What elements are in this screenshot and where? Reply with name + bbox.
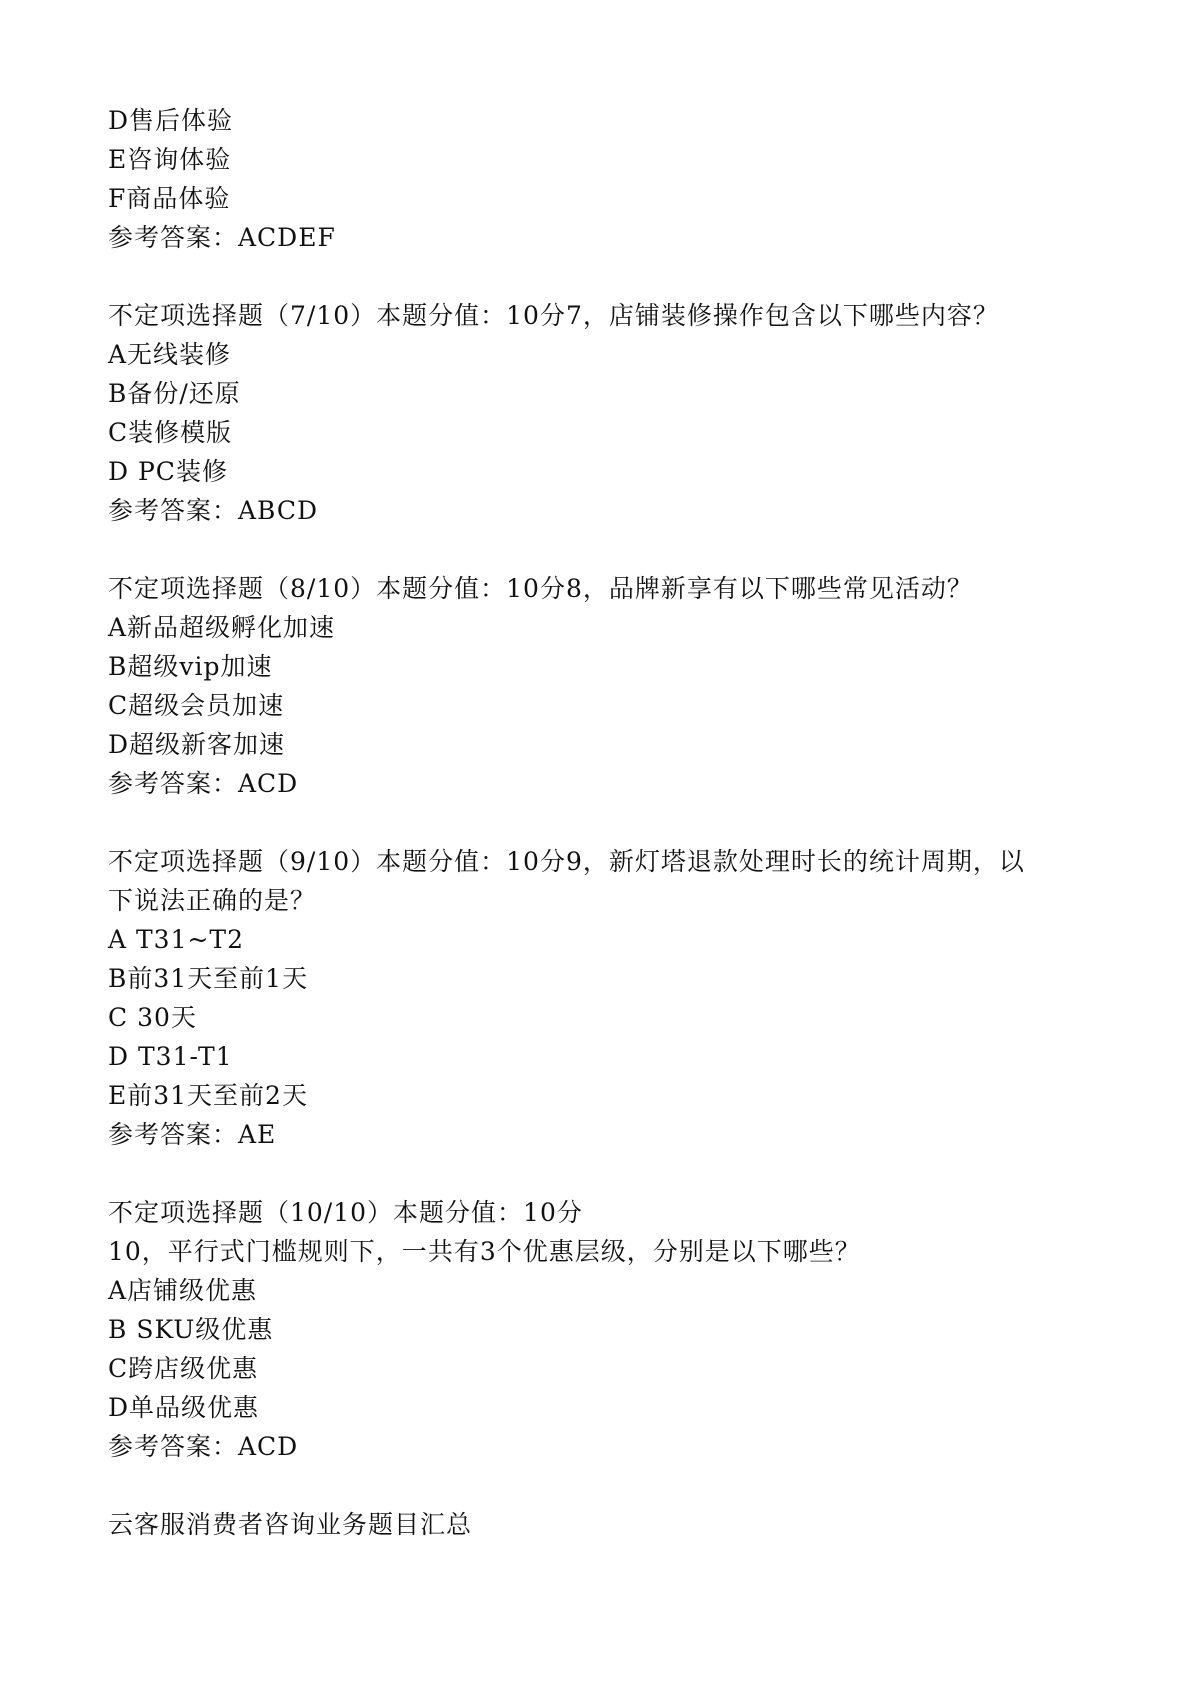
question-header: 不定项选择题（10/10）本题分值：10分 <box>108 1198 583 1227</box>
spacer <box>108 1466 1108 1505</box>
option-line: B超级vip加速 <box>108 652 273 681</box>
answer-line: 参考答案：AE <box>108 1120 277 1149</box>
option-line: A店铺级优惠 <box>108 1276 258 1305</box>
option-line: D超级新客加速 <box>108 730 286 759</box>
option-line: E前31天至前2天 <box>108 1081 308 1110</box>
option-line: D T31-T1 <box>108 1042 233 1071</box>
spacer <box>108 257 1108 296</box>
option-line: C超级会员加速 <box>108 691 285 720</box>
option-line: A无线装修 <box>108 340 232 369</box>
spacer <box>108 803 1108 842</box>
option-line: D单品级优惠 <box>108 1393 260 1422</box>
document-page <box>108 101 1108 1544</box>
question-header: 不定项选择题（8/10）本题分值：10分8，品牌新享有以下哪些常见活动？ <box>108 574 973 603</box>
section-title: 云客服消费者咨询业务题目汇总 <box>108 1510 473 1539</box>
option-line: A新品超级孵化加速 <box>108 613 336 642</box>
answer-line: 参考答案：ACD <box>108 1432 299 1461</box>
option-line: B SKU级优惠 <box>108 1315 274 1344</box>
question-8 <box>108 569 1108 803</box>
option-line: D PC装修 <box>108 457 228 486</box>
answer-line: 参考答案：ACD <box>108 769 299 798</box>
option-line: F商品体验 <box>108 184 231 213</box>
option-line: B前31天至前1天 <box>108 964 309 993</box>
question-header-continued: 10，平行式门槛规则下，一共有3个优惠层级，分别是以下哪些？ <box>108 1237 861 1266</box>
question-10 <box>108 1193 1108 1466</box>
question-header: 不定项选择题（9/10）本题分值：10分9，新灯塔退款处理时长的统计周期，以 <box>108 847 1025 876</box>
option-line: A T31~T2 <box>108 925 245 954</box>
question-7 <box>108 296 1108 530</box>
spacer <box>108 530 1108 569</box>
question-6-fragment <box>108 101 1108 257</box>
answer-line: 参考答案：ABCD <box>108 496 319 525</box>
option-line: D售后体验 <box>108 106 234 135</box>
question-header-continued: 下说法正确的是？ <box>108 886 317 915</box>
option-line: C跨店级优惠 <box>108 1354 259 1383</box>
answer-line: 参考答案：ACDEF <box>108 223 336 252</box>
spacer <box>108 1154 1108 1193</box>
option-line: C装修模版 <box>108 418 233 447</box>
option-line: B备份/还原 <box>108 379 241 408</box>
question-header: 不定项选择题（7/10）本题分值：10分7，店铺装修操作包含以下哪些内容？ <box>108 301 999 330</box>
option-line: C 30天 <box>108 1003 197 1032</box>
question-9 <box>108 842 1108 1154</box>
option-line: E咨询体验 <box>108 145 232 174</box>
